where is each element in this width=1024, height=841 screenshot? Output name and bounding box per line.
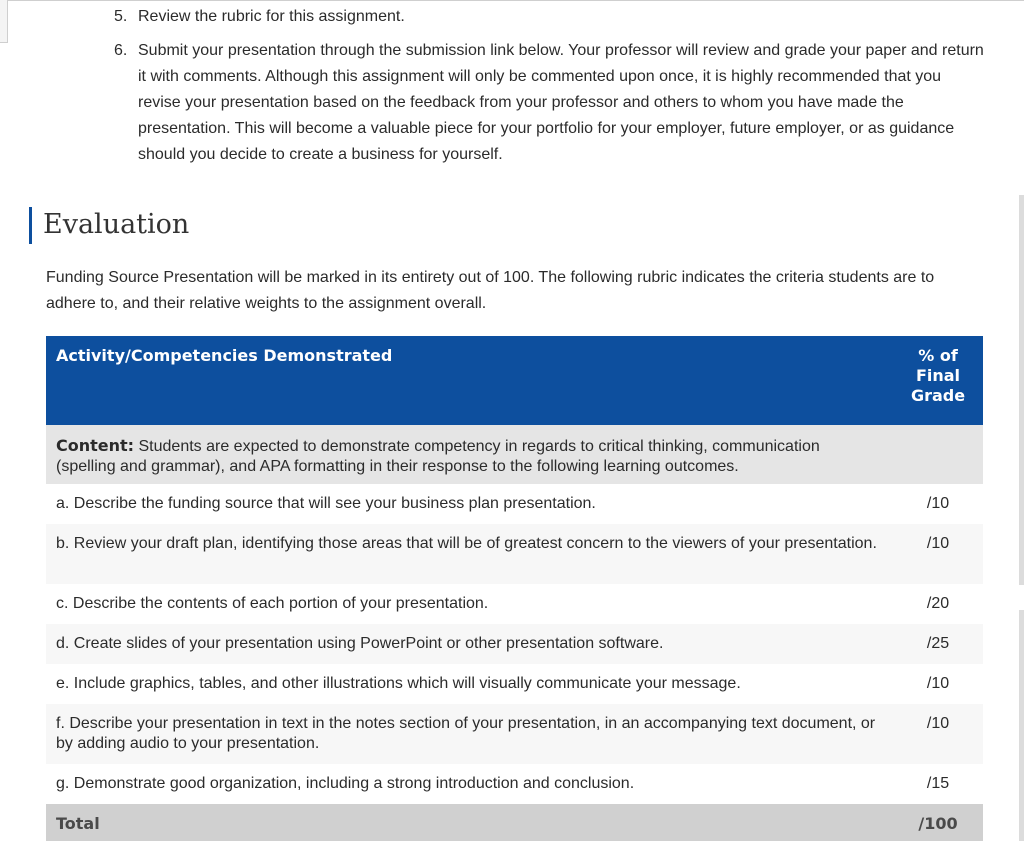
table-row xyxy=(46,484,983,524)
scrollbar-track-lower[interactable] xyxy=(1019,610,1024,841)
step-item xyxy=(105,4,985,30)
step-number: 5. xyxy=(114,8,128,25)
header-activity: Activity/Competencies Demonstrated xyxy=(46,336,893,425)
total-points: /100 xyxy=(893,804,983,841)
header-grade xyxy=(893,336,983,425)
table-row xyxy=(46,764,983,804)
criterion-points: /20 xyxy=(893,584,983,624)
header-grade-line: % of xyxy=(918,346,958,365)
table-row xyxy=(46,624,983,664)
header-grade-line: Grade xyxy=(910,386,966,405)
table-row xyxy=(46,664,983,704)
instruction-steps xyxy=(105,4,985,176)
total-row xyxy=(46,804,983,841)
step-number: 6. xyxy=(114,42,128,59)
step-item xyxy=(105,38,985,168)
criterion-text: e. Include graphics, tables, and other illustrations which will visually communicate your message. xyxy=(46,664,893,704)
table-row xyxy=(46,704,983,764)
content-label: Content: xyxy=(56,436,135,455)
rubric-table xyxy=(46,336,983,841)
header-grade-line: Final xyxy=(915,366,961,385)
content-text: Students are expected to demonstrate competency in regards to critical thinking, communication (spelling and grammar), and APA formatting in their response to the following learning outcomes. xyxy=(56,438,820,475)
evaluation-intro: Funding Source Presentation will be marked in its entirety out of 100. The following rubric indicates the criteria students are to adhere to, and their relative weights to the assignment overall. xyxy=(46,269,935,312)
rubric-header-row xyxy=(46,336,983,425)
section-accent-bar xyxy=(29,207,32,244)
criterion-text: f. Describe your presentation in text in the notes section of your presentation, in an accompanying text document, or by adding audio to your presentation. xyxy=(46,704,893,764)
criterion-points: /10 xyxy=(893,484,983,524)
criterion-text: d. Create slides of your presentation using PowerPoint or other presentation software. xyxy=(46,624,893,664)
criterion-text: g. Demonstrate good organization, including a strong introduction and conclusion. xyxy=(46,764,893,804)
total-label: Total xyxy=(46,804,893,841)
criterion-points: /15 xyxy=(893,764,983,804)
criterion-text: c. Describe the contents of each portion of your presentation. xyxy=(46,584,893,624)
criterion-text: a. Describe the funding source that will see your business plan presentation. xyxy=(46,484,893,524)
table-row xyxy=(46,584,983,624)
content-description xyxy=(46,425,893,484)
criterion-text: b. Review your draft plan, identifying those areas that will be of greatest concern to the viewers of your presentation. xyxy=(46,524,893,584)
criterion-points: /10 xyxy=(893,664,983,704)
section-title: Evaluation xyxy=(43,209,190,240)
content-points xyxy=(893,425,983,484)
top-divider xyxy=(0,0,1024,1)
table-row xyxy=(46,524,983,584)
step-text: Review the rubric for this assignment. xyxy=(138,8,405,25)
left-panel-edge xyxy=(0,0,8,43)
criterion-points: /10 xyxy=(893,704,983,764)
content-row xyxy=(46,425,983,484)
step-text: Submit your presentation through the submission link below. Your professor will review and grade your paper and return it with comments. Although this assignment will only be commented upon once, it is highly recommended that you revise your presentation based on the feedback from your professor and others to whom you have made the presentation. This will become a valuable piece for your portfolio for your employer, future employer, or as guidance should you decide to create a business for yourself. xyxy=(138,42,984,163)
criterion-points: /10 xyxy=(893,524,983,584)
scrollbar-track[interactable] xyxy=(1019,195,1024,585)
criterion-points: /25 xyxy=(893,624,983,664)
